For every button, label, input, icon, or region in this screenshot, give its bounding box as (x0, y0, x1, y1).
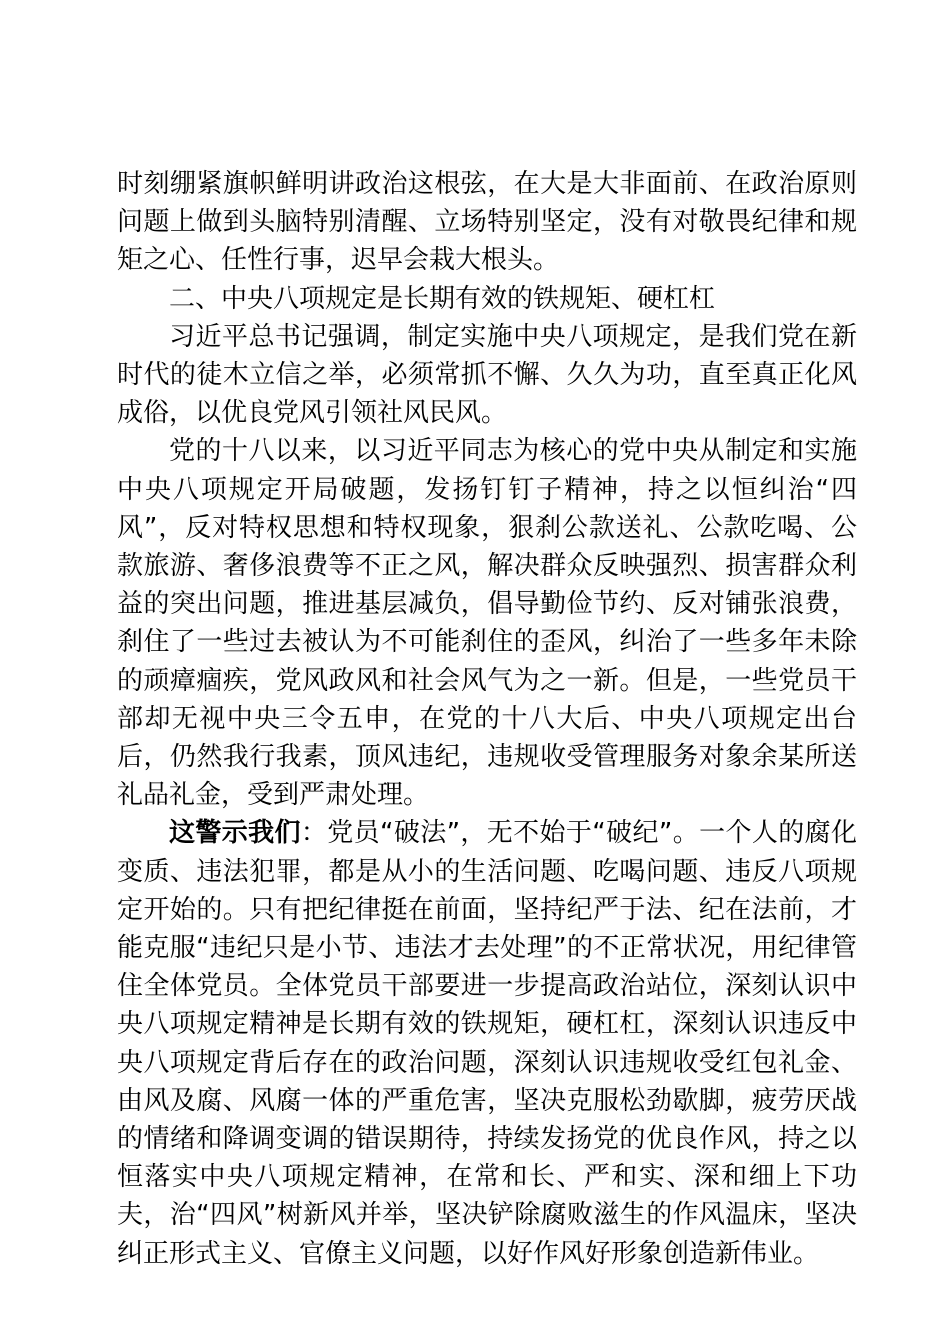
paragraph-intro-continuation: 时刻绷紧旗帜鲜明讲政治这根弦，在大是大非面前、在政治原则问题上做到头脑特别清醒、立场特别坚定，没有对敬畏纪律和规矩之心、任性行事，迟早会栽大根头。 (117, 169, 857, 276)
paragraph-warning (117, 814, 857, 1272)
warning-body: ：党员“破法”，无不始于“破纪”。一个人的腐化变质、违法犯罪，都是从小的生活问题、吃喝问题、违反八项规定开始的。只有把纪律挺在前面，坚持纪严于法、纪在法前，才能克服“违纪只是小节、违法才去处理”的不正常状况，用纪律管住全体党员。全体党员干部要进一步提高政治站位，深刻认识中央八项规定精神是长期有效的铁规矩，硬杠杠，深刻认识违反中央八项规定背后存在的政治问题，深刻认识违规收受红包礼金、由风及腐、风腐一体的严重危害，坚决克服松劲歇脚，疲劳厌战的情绪和降调变调的错误期待，持续发扬党的优良作风，持之以恒落实中央八项规定精神，在常和长、严和实、深和细上下功夫，治“四风”树新风并举，坚决铲除腐败滋生的作风温床，坚决纠正形式主义、官僚主义问题，以好作风好形象创造新伟业。 (117, 818, 857, 1269)
section-heading: 二、中央八项规定是长期有效的铁规矩、硬杠杠 (169, 283, 716, 314)
document-page (117, 165, 857, 1273)
warning-lead: 这警示我们 (169, 818, 301, 849)
paragraph-quote: 习近平总书记强调，制定实施中央八项规定，是我们党在新时代的徒木立信之举，必须常抓不懈、久久为功，直至真正化风成俗，以优良党风引领社风民风。 (117, 321, 857, 429)
paragraph-background: 党的十八以来，以习近平同志为核心的党中央从制定和实施中央八项规定开局破题，发扬钉钉子精神，持之以恒纠治“四风”，反对特权思想和特权现象，狠刹公款送礼、公款吃喝、公款旅游、奢侈浪费等不正之风，解决群众反映强烈、损害群众利益的突出问题，推进基层减负，倡导勤俭节约、反对铺张浪费，刹住了一些过去被认为不可能刹住的歪风，纠治了一些多年未除的顽瘴痼疾，党风政风和社会风气为之一新。但是，一些党员干部却无视中央三令五申，在党的十八大后、中央八项规定出台后，仍然我行我素，顶风违纪，违规收受管理服务对象余某所送礼品礼金，受到严肃处理。 (117, 436, 857, 811)
